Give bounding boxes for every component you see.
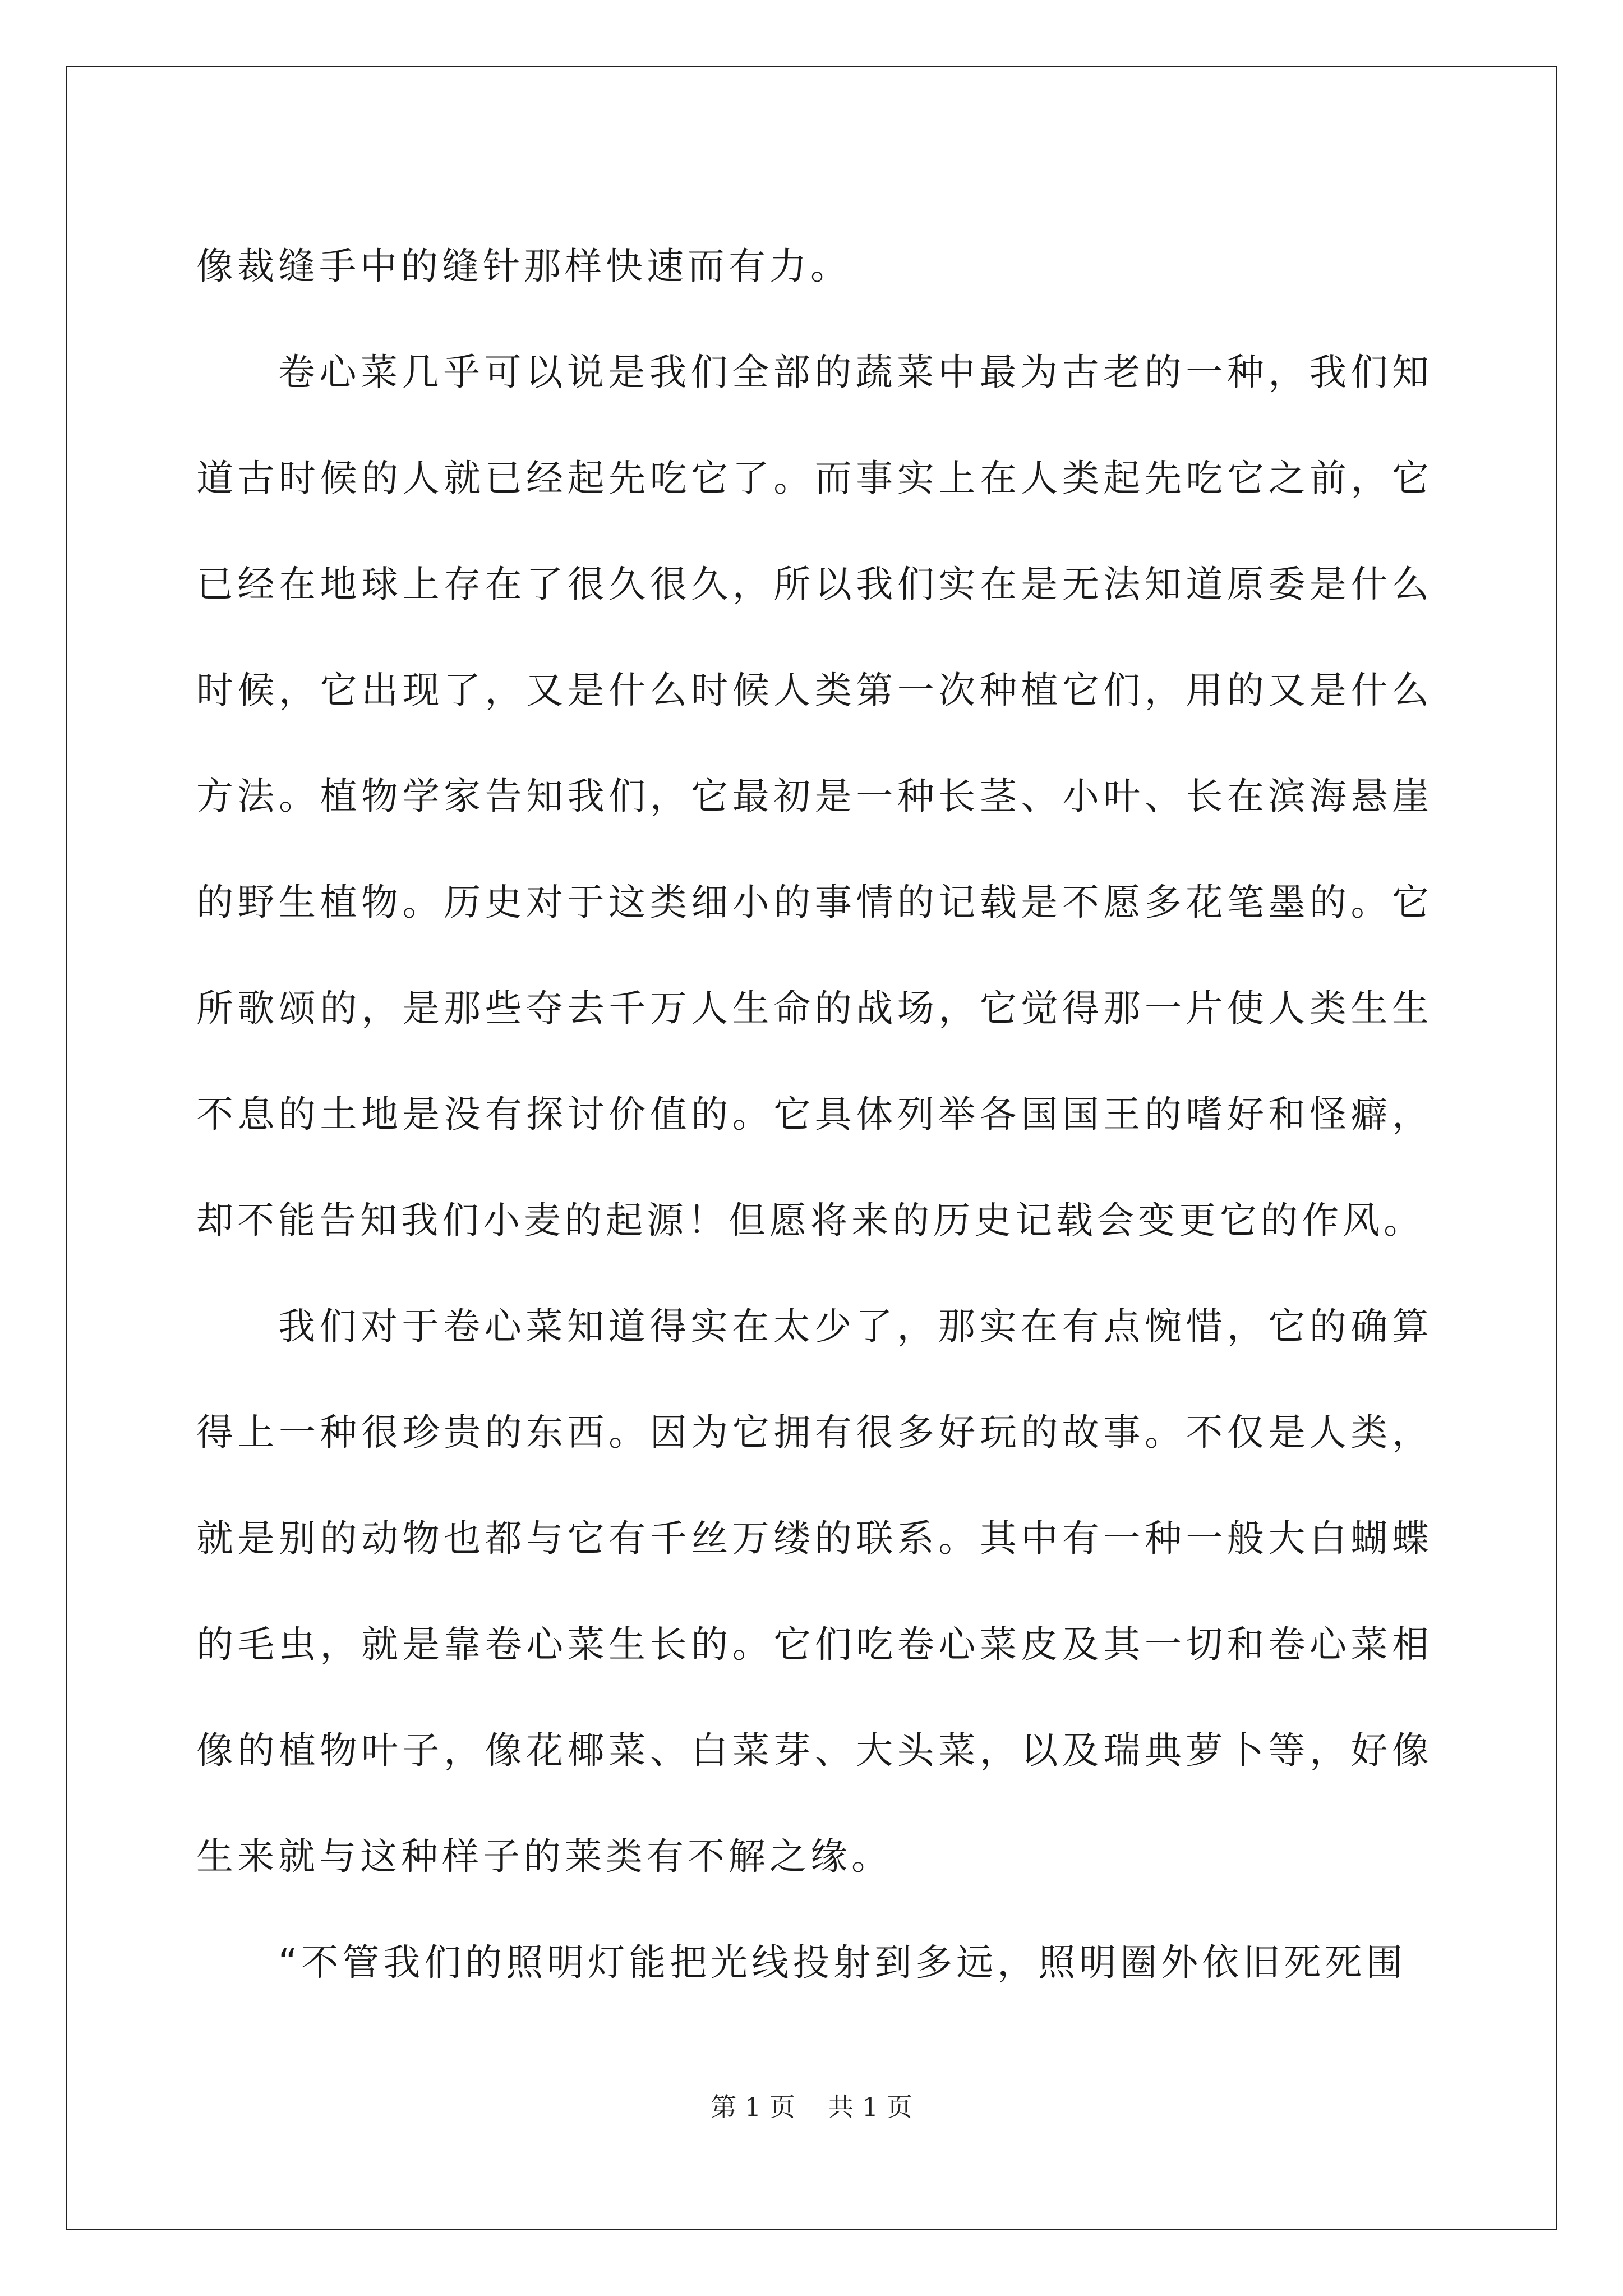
page-footer: 第 1 页 共 1 页: [711, 2092, 912, 2122]
paragraph-2: 卷心菜几乎可以说是我们全部的蔬菜中最为古老的一种，我们知道古时候的人就已经起先吃它了。而事实上在人类起先吃它之前，它已经在地球上存在了很久很久，所以我们实在是无法知道原委是什么时候，它出现了，又是什么时候人类第一次种植它们，用的又是什么方法。植物学家告知我们，它最初是一种长茎、小叶、长在滨海悬崖的野生植物。历史对于这类细小的事情的记载是不愿多花笔墨的。它所歌颂的，是那些夺去千万人生命的战场，它觉得那一片使人类生生不息的土地是没有探讨价值的。它具体列举各国国王的嗜好和怪癖，却不能告知我们小麦的起源！但愿将来的历史记载会变更它的作风。: [196, 351, 1433, 1242]
document-body: [196, 213, 1433, 2016]
paragraph-1: 像裁缝手中的缝针那样快速而有力。: [196, 245, 851, 288]
paragraph-4: “不管我们的照明灯能把光线投射到多远，照明圈外依旧死死围: [278, 1941, 1407, 1984]
paragraph-3: 我们对于卷心菜知道得实在太少了，那实在有点惋惜，它的确算得上一种很珍贵的东西。因为它拥有很多好玩的故事。不仅是人类，就是别的动物也都与它有千丝万缕的联系。其中有一种一般大白蝴蝶的毛虫，就是靠卷心菜生长的。它们吃卷心菜皮及其一切和卷心菜相像的植物叶子，像花椰菜、白菜芽、大头菜，以及瑞典萝卜等，好像生来就与这种样子的莱类有不解之缘。: [196, 1305, 1433, 1878]
